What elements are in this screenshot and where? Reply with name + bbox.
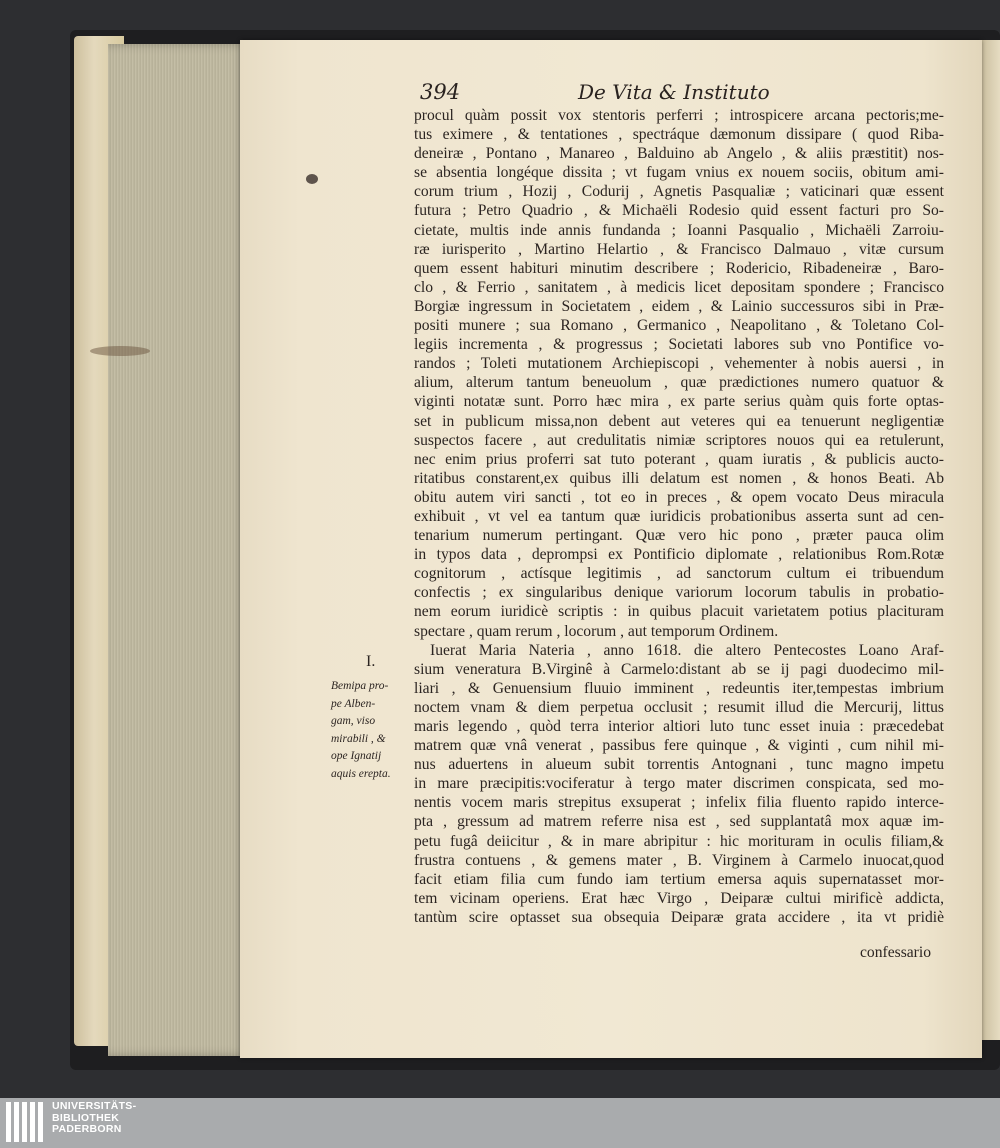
margin-note-line: gam, viso xyxy=(331,715,376,727)
text-line: nec enim prius proferri sat tuto poterant , quam iuratis , & publicis aucto- xyxy=(414,450,944,468)
text-line: tantùm scire optasset sua obsequia Deiparæ grata accidere , ita vt pridiè xyxy=(414,908,944,926)
text-line: pta , gressum ad matrem referre nisa est , sed supplantatâ mox aquæ im- xyxy=(414,813,944,831)
margin-note-line: ope Ignatij xyxy=(331,750,382,762)
text-line: Borgiæ ingressum in Societatem , eidem , & Lainio successuros sibi in Præ- xyxy=(414,297,944,315)
text-line: sium veneratura B.Virginê à Carmelo:distant ab se ij pagi duodecimo mil- xyxy=(414,660,944,678)
margin-note-line: pe Alben- xyxy=(331,697,376,710)
text-line: futura ; Petro Quadrio , & Michaëli Rodesio quid essent facturi pro So- xyxy=(414,202,944,220)
text-line: nem eorum iuridicè scriptis : in quibus placuit varietatem potius placituram xyxy=(414,603,944,621)
library-footer-bar xyxy=(0,1098,1000,1148)
text-line: matrem quæ vnâ venerat , passibus fere quinque , & viginti , cum nihil mi- xyxy=(414,737,944,755)
library-logo-icon xyxy=(6,1102,46,1142)
text-line: exhibuit , vt vel ea tantum quæ iuridicis probationibus asserta sunt ad cen- xyxy=(414,507,944,525)
text-line: randos ; Toleti mutationem Archiepiscopi , vehementer à nobis auersi , in xyxy=(414,355,944,373)
logo-line: UNIVERSITÄTS- xyxy=(52,1100,137,1112)
text-line: quem essent habituri minutim describere ; Rodericio, Ribadeneiræ , Baro- xyxy=(414,259,944,277)
text-line: deneiræ , Pontano , Manareo , Balduino ab Angelo , & aliis præstitit) nos- xyxy=(414,145,944,163)
text-line: spectare , quam rerum , locorum , aut temporum Ordinem. xyxy=(414,622,779,640)
running-title: De Vita & Instituto xyxy=(578,80,770,104)
text-line: petu fugâ deiicitur , & in mare abripitur : hic morituram in oculis filiam,& xyxy=(414,832,944,850)
text-line: cognitorum , actísque legitimis , ad sanctorum cultum ei tribuendum xyxy=(414,565,944,583)
section-number: I. xyxy=(366,653,376,670)
text-line: nus aduertens in alueum subit torrentis Antognani , tunc magno impetu xyxy=(414,756,944,774)
page-header xyxy=(420,80,940,108)
text-line: obitu autem viri sancti , tot eo in preces , & opem vocato Deus miracula xyxy=(414,488,944,506)
margin-note-line: aquis erepta. xyxy=(331,767,391,780)
text-line: alium, alterum tantum beneuolum , quæ prædictiones numero quatuor & xyxy=(414,374,944,392)
catchword: confessario xyxy=(860,944,932,961)
text-line: ritatibus constarent,ex quibus illi delatum est nomen , & honos Beati. Ab xyxy=(414,469,944,487)
page-number: 394 xyxy=(420,80,461,104)
text-line: frustra contuens , & gemens mater , B. Virginem à Carmelo inuocat,quod xyxy=(414,851,944,869)
logo-line: PADERBORN xyxy=(52,1123,122,1135)
text-line: in mare præcipitis:vociferatur à tergo mater discrimen conspicata, sed mo- xyxy=(414,775,944,793)
page-edges xyxy=(108,44,248,1056)
margin-note-line: mirabili , & xyxy=(331,732,386,745)
text-line: in typos data , deprompsi ex Pontificio diplomate , relationibus Rom.Rotæ xyxy=(414,546,944,564)
logo-line: BIBLIOTHEK xyxy=(52,1111,120,1124)
text-line: legiis incrementa , & progressus ; Societati labores sub vno Pontifice vo- xyxy=(414,336,944,354)
text-line: facit etiam filia cum fundo iam tertium emersa aquis supernatasset mor- xyxy=(414,870,944,888)
ink-spot xyxy=(306,174,318,184)
text-line: positi munere ; sua Romano , Germanico , Neapolitano , & Toletano Col- xyxy=(414,317,944,335)
text-line: ræ iurisperito , Martino Helartio , & Francisco Dalmauo , vitæ cursum xyxy=(414,240,944,258)
text-line: Iuerat Maria Nateria , anno 1618. die altero Pentecostes Loano Araf- xyxy=(430,641,944,659)
body-text xyxy=(414,106,944,927)
text-line: cietate, multis inde annis fundanda ; Ioanni Pasqualio , Michaëli Zarroiu- xyxy=(414,221,944,239)
text-line: viginti notatæ sunt. Porro hæc mira , ex parte serius quàm quis forte optas- xyxy=(414,393,944,411)
right-page-edge xyxy=(982,40,1000,1040)
stain xyxy=(90,346,150,356)
text-line: procul quàm possit vox stentoris perferri ; introspicere arcana pectoris;me- xyxy=(414,107,944,124)
margin-note-line: Bemipa pro- xyxy=(331,680,389,692)
text-line: tus eximere , & tentationes , spectráque dæmonum dissipare ( quod Riba- xyxy=(414,126,944,144)
text-line: tenarium numerum pertingant. Quæ vero hic pono , præter pauca olim xyxy=(414,527,944,545)
text-line: noctem vnam & diem perpetua occlusit ; resumit illud die Mercurij, littus xyxy=(414,698,944,716)
text-line: se absentia longéque dissita ; vt fugam vnius ex nouem sociis, obitum ami- xyxy=(414,164,944,182)
library-logo-text xyxy=(52,1101,136,1136)
text-line: maris legendo , quòd terra interior altiori luto tunc esset inuia : præcedebat xyxy=(414,718,944,735)
text-line: tem vicinam operiens. Erat hæc Virgo , Deiparæ cultui mirificè addicta, xyxy=(414,889,944,907)
text-line: confectis ; ex singularibus denique variorum locorum tabulis in probatio- xyxy=(414,584,944,602)
text-line: corum trium , Hozij , Codurij , Agnetis Pasqualiæ ; vaticinari quæ essent xyxy=(414,183,944,201)
text-line: set in publicum missa,non debent aut veteres qui ea tenuerunt negligentiæ xyxy=(414,412,944,430)
text-line: nentis vocem maris strepitus exsuperat ; infelix filia fluento rapido interce- xyxy=(414,794,944,812)
margin-note xyxy=(331,678,413,783)
text-line: suspectos facere , aut credulitatis nimiæ scriptores nouos qui ea retulerunt, xyxy=(414,431,944,449)
text-line: clo , & Ferrio , sanitatem , à medicis licet depositam spondere ; Francisco xyxy=(414,278,944,296)
text-line: liari , & Genuensium fluuio imminent , redeuntis iter,tempestas imbrium xyxy=(414,679,944,697)
